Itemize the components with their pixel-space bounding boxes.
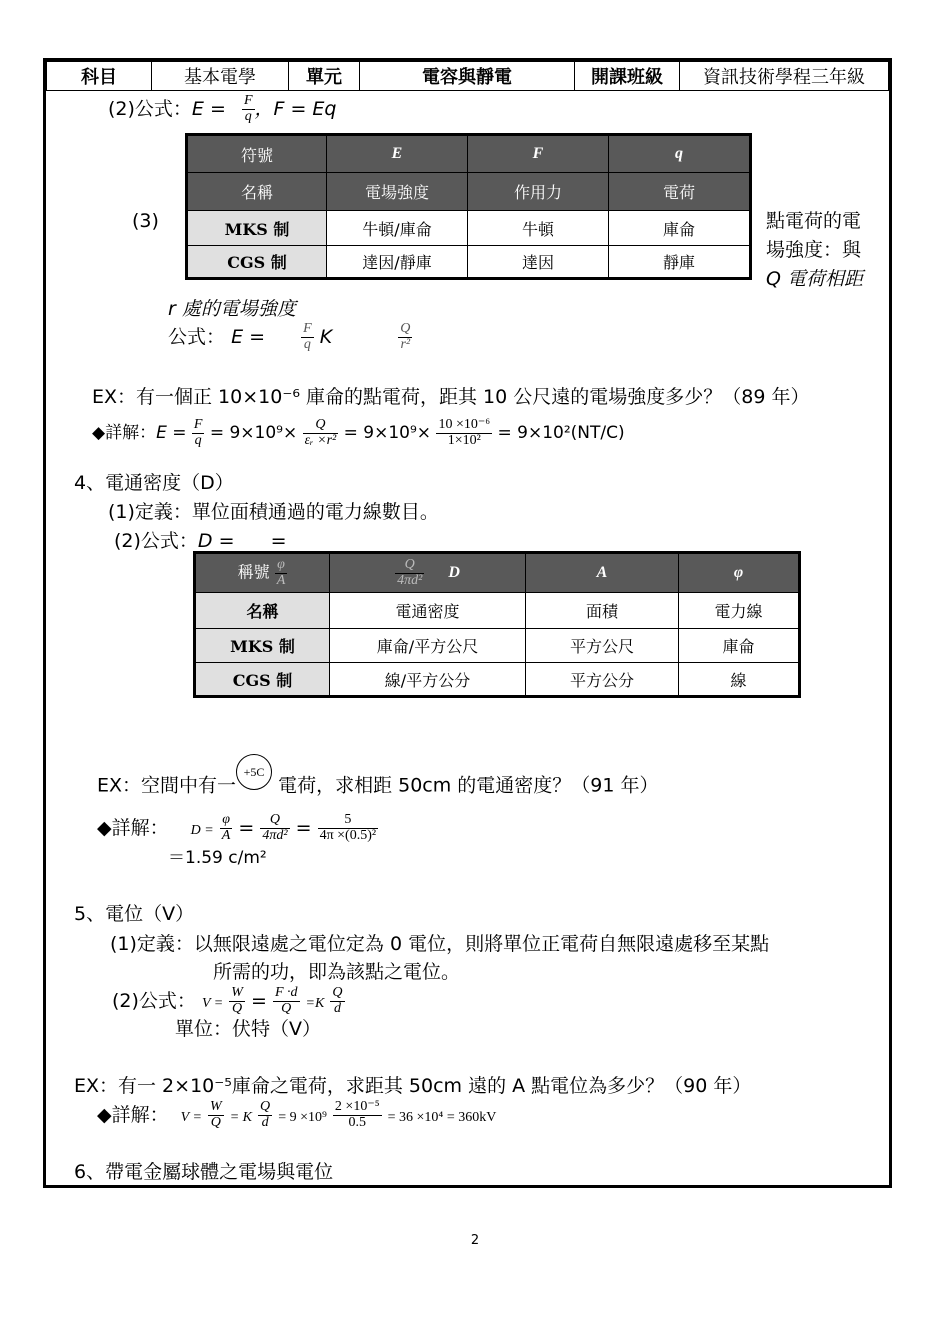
section-5-title: 5、電位（V） bbox=[74, 903, 195, 925]
subject-value: 基本電學 bbox=[152, 62, 289, 91]
example-91: EX：空間中有一+5C 電荷，求相距 50cm 的電通密度？（91 年） bbox=[97, 768, 659, 804]
symbol-header: 稱號 $\frac{\varphi}{A}$ bbox=[195, 553, 330, 593]
table-cell: 牛頓 bbox=[468, 211, 609, 246]
solution-91: ◆詳解： D = $\frac{\varphi}{A}$ = $\frac{Q}{\text{4πd²}}$ = $\frac{5}{\text{4π ×(0.5)²}}$ bbox=[97, 812, 377, 843]
example-89: EX：有一個正 10×10⁻⁶ 庫侖的點電荷，距其 10 公尺遠的電場強度多少？（89 年） bbox=[92, 386, 810, 408]
solution-90: ◆詳解： V = $\frac{W}{Q}$ = K $\frac{Q}{d}$ = 9 ×10⁹ $\frac{\text{2 ×10⁻⁵}}{0.5}$ = 36 ×10⁴ = 360kV bbox=[97, 1099, 497, 1130]
table-cell: 線/平方公分 bbox=[330, 663, 526, 697]
table-cell: 達因 bbox=[468, 246, 609, 279]
section-4-title: 4、電通密度（D） bbox=[74, 472, 234, 494]
subject-label: 科目 bbox=[47, 62, 152, 91]
unit-value: 電容與靜電 bbox=[360, 62, 575, 91]
fraction-f-over-q: $\frac{F}{q}$ bbox=[243, 93, 253, 124]
table-cell: 電力線 bbox=[679, 593, 800, 629]
unit-label: 單元 bbox=[289, 62, 360, 91]
example-90: EX：有一 2×10⁻⁵庫侖之電荷，求距其 50cm 遠的 A 點電位為多少？（90 年） bbox=[74, 1075, 752, 1097]
row-label: CGS 制 bbox=[187, 246, 327, 279]
row-label: CGS 制 bbox=[195, 663, 330, 697]
side-note: 點電荷的電 場強度：與 Q 電荷相距 bbox=[766, 210, 863, 290]
table-cell: 庫侖/平方公尺 bbox=[330, 629, 526, 663]
table-cell: 電通密度 bbox=[330, 593, 526, 629]
table-cell: 靜庫 bbox=[609, 246, 751, 279]
course-header-table bbox=[46, 61, 889, 91]
section-5-definition: (1)定義：以無限遠處之電位定為 0 電位，則將單位正電荷自無限遠處移至某點 bbox=[110, 933, 770, 955]
solution-91-result: ＝1.59 c/m² bbox=[168, 848, 267, 868]
symbol-cell: E bbox=[327, 135, 468, 173]
table-cell: 平方公分 bbox=[526, 663, 679, 697]
class-label: 開課班級 bbox=[575, 62, 680, 91]
table-cell: 牛頓/庫侖 bbox=[327, 211, 468, 246]
page-number: 2 bbox=[470, 1233, 480, 1248]
potential-formula: (2)公式： V = $\frac{W}{Q}$ = $\frac{F \cdot d}{Q}$ =K $\frac{Q}{d}$ bbox=[112, 985, 343, 1016]
electric-field-table bbox=[185, 133, 752, 280]
row-label: 名稱 bbox=[195, 593, 330, 629]
symbol-cell: F bbox=[468, 135, 609, 173]
charge-circle: +5C bbox=[236, 754, 272, 790]
table-cell: 達因/靜庫 bbox=[327, 246, 468, 279]
table-cell: 面積 bbox=[526, 593, 679, 629]
table-cell: 平方公尺 bbox=[526, 629, 679, 663]
r-distance-text: r 處的電場強度 bbox=[168, 298, 296, 320]
symbol-cell: A bbox=[526, 553, 679, 593]
section-4-definition: (1)定義：單位面積通過的電力線數目。 bbox=[108, 501, 439, 523]
section-6-title: 6、帶電金屬球體之電場與電位 bbox=[74, 1161, 334, 1183]
symbol-cell: φ bbox=[679, 553, 800, 593]
class-value: 資訊技術學程三年級 bbox=[680, 62, 889, 91]
flux-density-table bbox=[193, 551, 801, 698]
symbol-cell: $\frac{Q}{\text{4πd²}}$ D bbox=[330, 553, 526, 593]
name-cell: 電場強度 bbox=[327, 173, 468, 211]
section-4-formula: (2)公式：D = = bbox=[114, 530, 287, 552]
field-formula: (2)公式：E = $\frac{F}{q}$ ，F = Eq bbox=[108, 93, 337, 124]
row-label: MKS 制 bbox=[195, 629, 330, 663]
section-5-definition-cont: 所需的功，即為該點之電位。 bbox=[213, 961, 461, 983]
name-header: 名稱 bbox=[187, 173, 327, 211]
symbol-cell: q bbox=[609, 135, 751, 173]
name-cell: 作用力 bbox=[468, 173, 609, 211]
potential-unit: 單位：伏特（V） bbox=[175, 1018, 321, 1040]
symbol-header: 符號 bbox=[187, 135, 327, 173]
table-cell: 線 bbox=[679, 663, 800, 697]
name-cell: 電荷 bbox=[609, 173, 751, 211]
point-charge-formula: 公式： E = $\frac{F}{q}$ K $\frac{Q}{\text{r²}}$ bbox=[168, 321, 411, 352]
row-label: MKS 制 bbox=[187, 211, 327, 246]
solution-89: ◆詳解：E = $\frac{F}{q}$ = 9×10⁹× $\frac{Q}{\text{εᵣ ×r²}}$ = 9×10⁹× $\frac{\text{10 ×10⁻⁶}}{\text{1×10²}}$ = 9×10²(NT/C) bbox=[92, 417, 625, 448]
table-cell: 庫侖 bbox=[679, 629, 800, 663]
table-cell: 庫侖 bbox=[609, 211, 751, 246]
table-label: (3) bbox=[132, 210, 159, 232]
